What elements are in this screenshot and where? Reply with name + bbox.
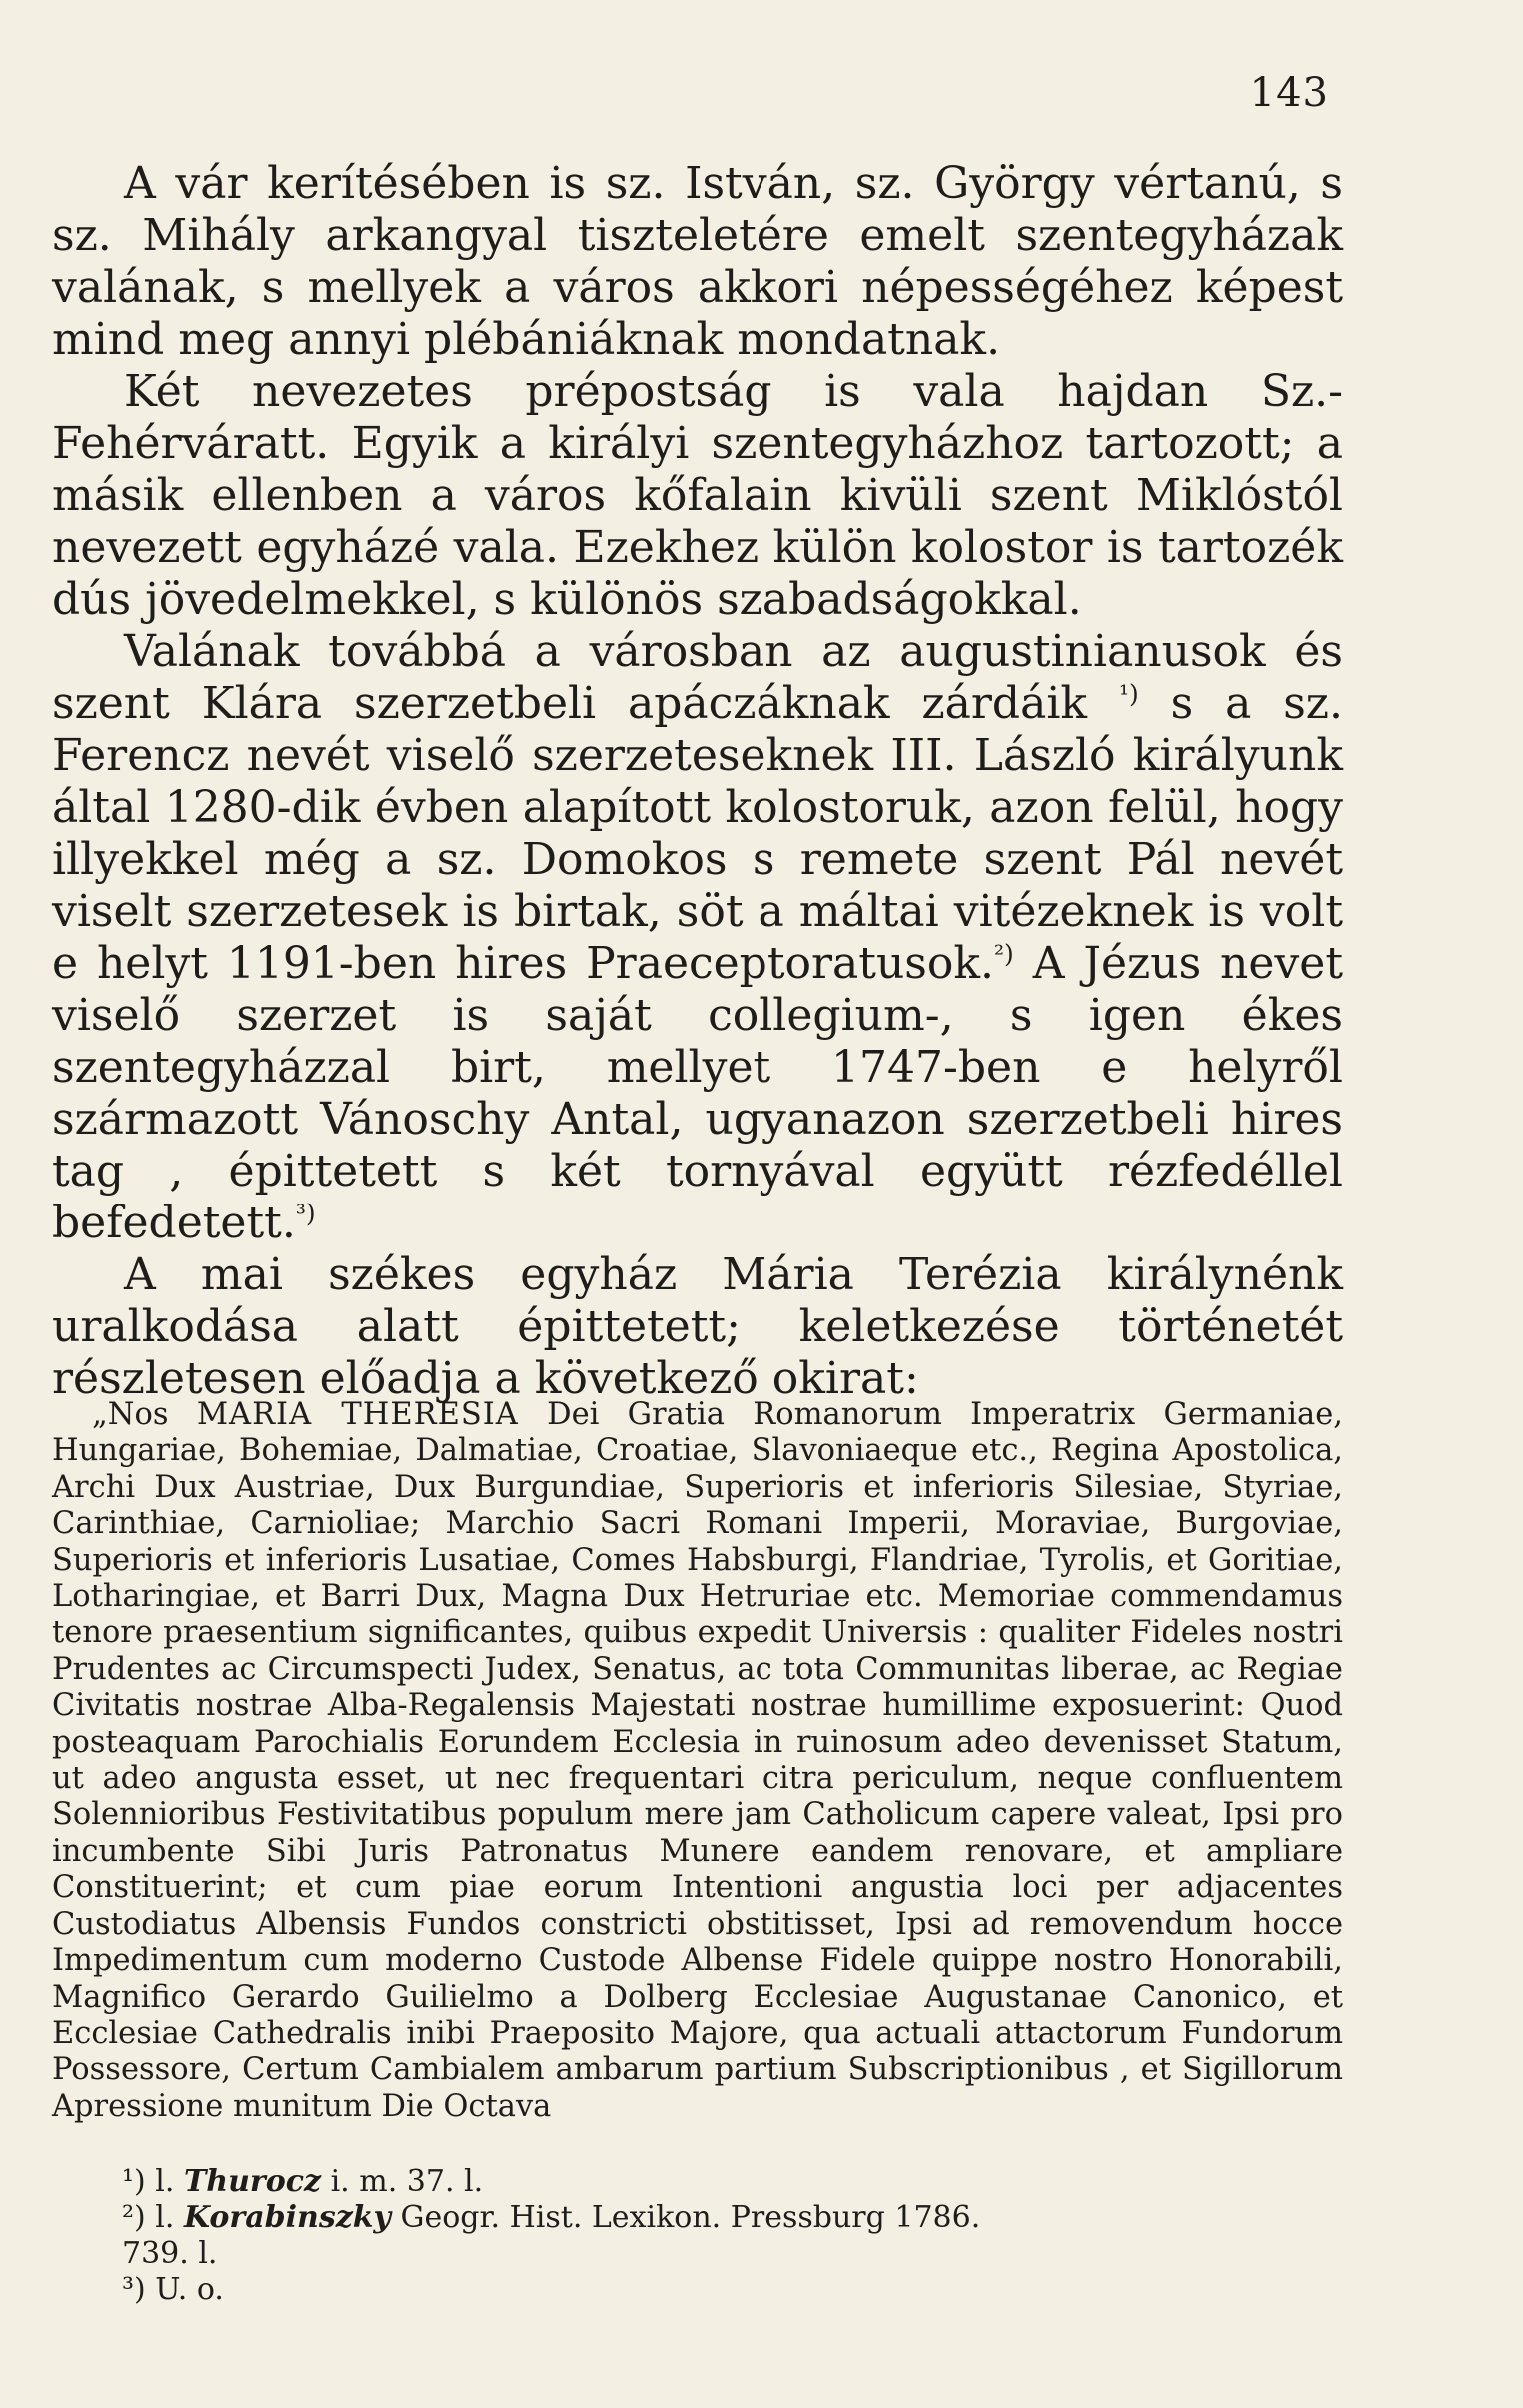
paragraph-text: s a sz. Ferencz nevét viselő szerzeteseknek III. László királyunk által 1280-dik évben alapított kolostoruk, azon felül, hogy illyekkel még a sz. Domokos s remete szent Pál nevét viselt szerzetesek is birtak, söt a máltai vitézeknek is volt e helyt 1191-ben hires Praeceptoratusok. bbox=[52, 678, 1343, 989]
footnote bbox=[122, 2164, 1021, 2200]
paragraph-text: A Jézus nevet viselő szerzet is saját collegium-, s igen ékes szentegyházzal birt, mellyet 1747-ben e helyről származott Vánoschy Antal, ugyanazon szerzetbeli hires tag , épittetett s két tornyával együtt rézfedéllel befedetett. bbox=[52, 938, 1344, 1248]
quote-name: MARIA THERESIA bbox=[196, 1397, 519, 1432]
footnote-rest: i. m. 37. l. bbox=[321, 2164, 484, 2199]
charter-quote bbox=[52, 1397, 1343, 2125]
footnote-ref[interactable]: ¹) bbox=[1118, 679, 1139, 709]
footnote-author: Korabinszky bbox=[183, 2200, 391, 2235]
paragraph: A mai székes egyház Mária Terézia királynénk uralkodása alatt épittetett; keletkezése történetét részletesen előadja a következő okirat: bbox=[52, 1249, 1343, 1404]
quote-text bbox=[52, 1397, 1343, 2125]
footnote-mark: ³) bbox=[122, 2272, 146, 2307]
footnote bbox=[122, 2200, 1021, 2272]
footnote-mark: ²) bbox=[122, 2200, 146, 2235]
footnote-ref[interactable]: ²) bbox=[994, 939, 1014, 969]
paragraph: A vár kerítésében is sz. István, sz. György vértanú, s sz. Mihály arkangyal tiszteletére emelt szentegyházak valának, s mellyek a város akkori népességéhez képest mind meg annyi plébániáknak mondatnak. bbox=[52, 158, 1343, 365]
footnote-ref[interactable]: ³) bbox=[295, 1199, 316, 1228]
main-text bbox=[52, 158, 1343, 1405]
footnotes bbox=[122, 2164, 1021, 2308]
footnote-pre: l. bbox=[155, 2200, 175, 2235]
footnote-pre: U. o. bbox=[155, 2272, 224, 2307]
footnote-author: Thurocz bbox=[183, 2164, 322, 2199]
quote-open: „Nos bbox=[92, 1397, 169, 1432]
paragraph bbox=[52, 626, 1343, 1249]
footnote-rest: Geogr. Hist. Lexikon. Pressburg 1786. 739. l. bbox=[122, 2200, 981, 2271]
footnote-pre: l. bbox=[155, 2164, 175, 2199]
footnote bbox=[122, 2272, 1021, 2308]
paragraph-text: Valának továbbá a városban az augustinianusok és szent Klára szerzetbeli apáczáknak zárdáik bbox=[52, 626, 1343, 729]
quote-body: Dei Gratia Romanorum Imperatrix Germaniae, Hungariae, Bohemiae, Dalmatiae, Croatiae, Slavoniaeque etc., Regina Apostolica, Archi Dux Austriae, Dux Burgundiae, Superioris et inferioris Silesiae, Styriae, Carinthiae, Carnioliae; Marchio Sacri Romani Imperii, Moraviae, Burgoviae, Superioris et inferioris Lusatiae, Comes Habsburgi, Flandriae, Tyrolis, et Goritiae, Lotharingiae, et Barri Dux, Magna Dux Hetruriae etc. Memoriae commendamus tenore praesentium significantes, quibus expedit Universis : qualiter Fideles nostri Prudentes ac Circumspecti Judex, Senatus, ac tota Communitas liberae, ac Regiae Civitatis nostrae Alba-Regalensis Majestati nostrae humillime exposuerint: Quod posteaquam Parochialis Eorundem Ecclesia in ruinosum adeo devenisset Statum, ut adeo angusta esset, ut nec frequentari citra periculum, neque confluentem Solennioribus Festivitatibus populum mere jam Catholicum capere valeat, Ipsi pro incumbente Sibi Juris Patronatus Munere eandem renovare, et ampliare Constituerint; et cum piae eorum Intentioni angustia loci per adjacentes Custodiatus Albensis Fundos constricti obstitisset, Ipsi ad removendum hocce Impedimentum cum moderno Custode Albense Fidele quippe nostro Honorabili, Magnifico Gerardo Guilielmo a Dolberg Ecclesiae Augustanae Canonico, et Ecclesiae Cathedralis inibi Praeposito Majore, qua actuali attactorum Fundorum Possessore, Certum Cambialem ambarum partium Subscriptionibus , et Sigillorum Apressione munitum Die Octava bbox=[52, 1397, 1343, 2124]
page-number: 143 bbox=[1249, 70, 1329, 116]
paragraph: Két nevezetes prépostság is vala hajdan Sz.-Fehérváratt. Egyik a királyi szentegyházhoz tartozott; a másik ellenben a város kőfalain kivüli szent Miklóstól nevezett egyházé vala. Ezekhez külön kolostor is tartozék dús jövedelmekkel, s különös szabadságokkal. bbox=[52, 366, 1343, 625]
footnote-mark: ¹) bbox=[122, 2164, 146, 2199]
